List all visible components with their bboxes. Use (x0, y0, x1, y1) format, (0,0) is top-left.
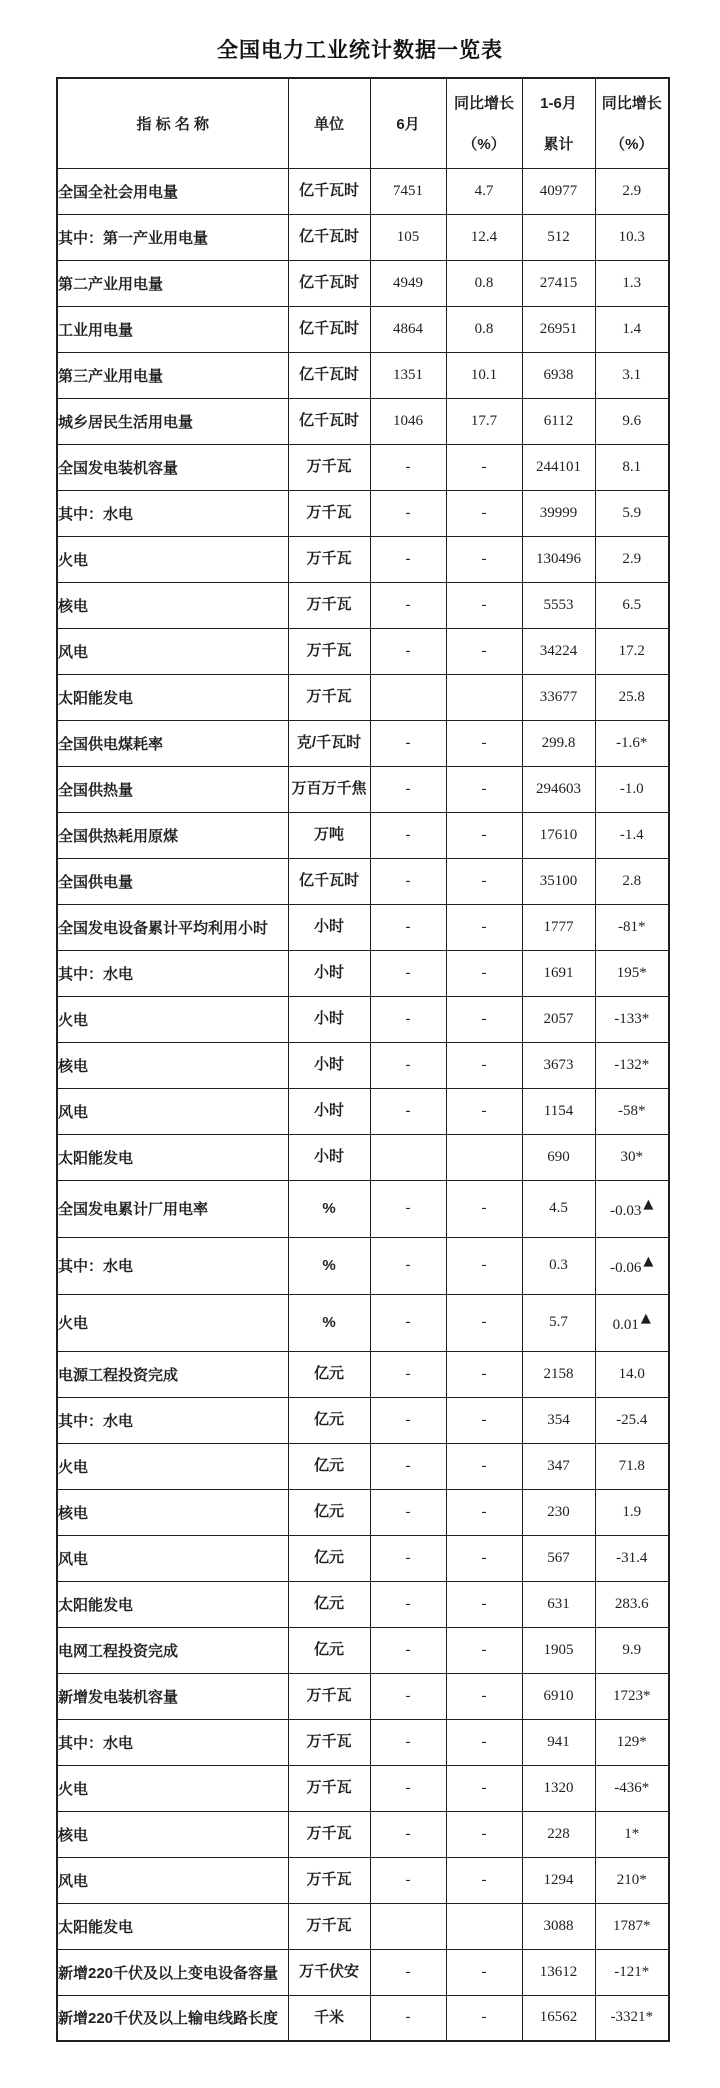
june-value-cell: - (370, 490, 446, 536)
june-value-cell: 4864 (370, 306, 446, 352)
cumulative-value-cell: 941 (522, 1719, 595, 1765)
cumulative-yoy-value-cell: 2.9 (595, 536, 669, 582)
cumulative-yoy-value-cell: 0.01 ▲ (595, 1294, 669, 1351)
unit-cell: 万千瓦 (288, 1765, 370, 1811)
cumulative-value-cell: 1905 (522, 1627, 595, 1673)
cumulative-value-cell: 2057 (522, 996, 595, 1042)
table-row (57, 1535, 669, 1581)
unit-cell: 亿元 (288, 1627, 370, 1673)
june-value-cell: - (370, 1949, 446, 1995)
indicator-cell: 全国供热量 (57, 766, 288, 812)
table-row (57, 536, 669, 582)
unit-cell: 亿千瓦时 (288, 260, 370, 306)
table-row (57, 904, 669, 950)
june-value-cell: - (370, 1811, 446, 1857)
june-value-cell: - (370, 1627, 446, 1673)
table-row (57, 950, 669, 996)
yoy-value-cell: - (446, 1180, 522, 1237)
unit-cell: 亿千瓦时 (288, 352, 370, 398)
june-value-cell (370, 1134, 446, 1180)
cumulative-yoy-value-cell: 9.9 (595, 1627, 669, 1673)
table-row (57, 260, 669, 306)
table-row (57, 214, 669, 260)
cumulative-yoy-value-cell: 5.9 (595, 490, 669, 536)
yoy-value-cell: - (446, 1765, 522, 1811)
unit-cell: 亿千瓦时 (288, 306, 370, 352)
cumulative-yoy-value-cell: -31.4 (595, 1535, 669, 1581)
indicator-cell: 全国供电量 (57, 858, 288, 904)
cumulative-value-cell: 26951 (522, 306, 595, 352)
table-row (57, 1351, 669, 1397)
yoy-value-cell: 0.8 (446, 306, 522, 352)
table-row (57, 1042, 669, 1088)
cumulative-value-cell: 3088 (522, 1903, 595, 1949)
june-value-cell: - (370, 444, 446, 490)
table-row (57, 582, 669, 628)
yoy-value-cell (446, 1903, 522, 1949)
cumulative-yoy-value-cell: 3.1 (595, 352, 669, 398)
yoy-value-cell: - (446, 1581, 522, 1627)
cumulative-value-cell: 294603 (522, 766, 595, 812)
unit-cell: 小时 (288, 1088, 370, 1134)
unit-cell: 万千瓦 (288, 490, 370, 536)
june-value-cell (370, 674, 446, 720)
yoy-value-cell: - (446, 950, 522, 996)
indicator-cell: 风电 (57, 1088, 288, 1134)
cumulative-value-cell: 33677 (522, 674, 595, 720)
indicator-cell: 火电 (57, 996, 288, 1042)
yoy-value-cell: 4.7 (446, 168, 522, 214)
june-value-cell: 1351 (370, 352, 446, 398)
yoy-value-cell: - (446, 1489, 522, 1535)
cumulative-value-cell: 5.7 (522, 1294, 595, 1351)
table-row (57, 1237, 669, 1294)
indicator-cell: 核电 (57, 1042, 288, 1088)
unit-cell: 万百万千焦 (288, 766, 370, 812)
indicator-cell: 其中：水电 (57, 1719, 288, 1765)
june-value-cell: - (370, 1489, 446, 1535)
table-row (57, 766, 669, 812)
yoy-value-cell: - (446, 858, 522, 904)
page-title: 全国电力工业统计数据一览表 (217, 39, 503, 62)
june-value-cell: - (370, 766, 446, 812)
indicator-cell: 太阳能发电 (57, 1903, 288, 1949)
table-row (57, 858, 669, 904)
june-value-cell: - (370, 536, 446, 582)
indicator-cell: 火电 (57, 1765, 288, 1811)
unit-cell: 亿千瓦时 (288, 168, 370, 214)
yoy-value-cell: - (446, 1294, 522, 1351)
indicator-cell: 全国发电累计厂用电率 (57, 1180, 288, 1237)
yoy-value-cell: - (446, 1949, 522, 1995)
cumulative-yoy-value-cell: 1787* (595, 1903, 669, 1949)
june-value-cell: - (370, 582, 446, 628)
yoy-value-cell: - (446, 1351, 522, 1397)
unit-cell: 万千瓦 (288, 1673, 370, 1719)
table-row (57, 1397, 669, 1443)
cumulative-value-cell: 3673 (522, 1042, 595, 1088)
unit-cell: 万千瓦 (288, 628, 370, 674)
june-value-cell: - (370, 1581, 446, 1627)
june-value-cell (370, 1903, 446, 1949)
cumulative-value-cell: 40977 (522, 168, 595, 214)
indicator-cell: 火电 (57, 1294, 288, 1351)
yoy-value-cell: - (446, 1535, 522, 1581)
header-june: 6月 (370, 78, 446, 168)
june-value-cell: - (370, 720, 446, 766)
yoy-value-cell: - (446, 766, 522, 812)
indicator-cell: 太阳能发电 (57, 1134, 288, 1180)
unit-cell: 亿元 (288, 1535, 370, 1581)
cumulative-yoy-value-cell: -1.4 (595, 812, 669, 858)
june-value-cell: - (370, 1042, 446, 1088)
cumulative-value-cell: 5553 (522, 582, 595, 628)
yoy-value-cell (446, 1134, 522, 1180)
indicator-cell: 全国供电煤耗率 (57, 720, 288, 766)
cumulative-yoy-value-cell: 6.5 (595, 582, 669, 628)
indicator-cell: 风电 (57, 1535, 288, 1581)
header-cumulative-yoy-line1: 同比增长 (601, 95, 662, 113)
cumulative-value-cell: 130496 (522, 536, 595, 582)
june-value-cell: - (370, 1765, 446, 1811)
cumulative-value-cell: 2158 (522, 1351, 595, 1397)
june-value-cell: - (370, 1443, 446, 1489)
cumulative-yoy-value-cell: 283.6 (595, 1581, 669, 1627)
june-value-cell: - (370, 1719, 446, 1765)
unit-cell: 万千瓦 (288, 444, 370, 490)
table-row (57, 1857, 669, 1903)
unit-cell: % (288, 1237, 370, 1294)
unit-cell: 小时 (288, 904, 370, 950)
cumulative-yoy-value-cell: 9.6 (595, 398, 669, 444)
unit-cell: 克/千瓦时 (288, 720, 370, 766)
table-row (57, 674, 669, 720)
yoy-value-cell: - (446, 1673, 522, 1719)
june-value-cell: - (370, 1088, 446, 1134)
header-indicator: 指 标 名 称 (57, 78, 288, 168)
yoy-value-cell: - (446, 628, 522, 674)
table-row (57, 1581, 669, 1627)
cumulative-yoy-value-cell: 1.9 (595, 1489, 669, 1535)
indicator-cell: 太阳能发电 (57, 674, 288, 720)
indicator-cell: 其中：水电 (57, 950, 288, 996)
cumulative-yoy-value-cell: -436* (595, 1765, 669, 1811)
yoy-value-cell: - (446, 904, 522, 950)
cumulative-value-cell: 299.8 (522, 720, 595, 766)
june-value-cell: - (370, 1180, 446, 1237)
unit-cell: 亿元 (288, 1489, 370, 1535)
cumulative-value-cell: 230 (522, 1489, 595, 1535)
table-row (57, 306, 669, 352)
cumulative-yoy-value-cell: -0.03 ▲ (595, 1180, 669, 1237)
triangle-up-icon: ▲ (643, 1197, 654, 1212)
header-unit: 单位 (288, 78, 370, 168)
unit-cell: 万千瓦 (288, 1857, 370, 1903)
june-value-cell: 7451 (370, 168, 446, 214)
table-row (57, 352, 669, 398)
cumulative-value-cell: 1777 (522, 904, 595, 950)
cumulative-yoy-value-cell: -121* (595, 1949, 669, 1995)
unit-cell: 万千瓦 (288, 1719, 370, 1765)
cumulative-yoy-value-cell: -132* (595, 1042, 669, 1088)
indicator-cell: 全国全社会用电量 (57, 168, 288, 214)
triangle-up-icon: ▲ (643, 1254, 654, 1269)
indicator-cell: 其中：水电 (57, 1237, 288, 1294)
header-row (57, 78, 669, 168)
yoy-value-cell: 17.7 (446, 398, 522, 444)
yoy-value-cell: 10.1 (446, 352, 522, 398)
unit-cell: % (288, 1180, 370, 1237)
june-value-cell: - (370, 1857, 446, 1903)
table-body (57, 168, 669, 2041)
cumulative-value-cell: 39999 (522, 490, 595, 536)
cumulative-value-cell: 1691 (522, 950, 595, 996)
table-row (57, 812, 669, 858)
unit-cell: 亿元 (288, 1397, 370, 1443)
unit-cell: 万吨 (288, 812, 370, 858)
june-value-cell: - (370, 904, 446, 950)
unit-cell: 小时 (288, 1042, 370, 1088)
table-row (57, 1719, 669, 1765)
cumulative-yoy-value-cell: 1.4 (595, 306, 669, 352)
header-cumulative (522, 78, 595, 168)
june-value-cell: - (370, 1294, 446, 1351)
cumulative-value-cell: 16562 (522, 1995, 595, 2041)
unit-cell: 小时 (288, 996, 370, 1042)
june-value-cell: - (370, 858, 446, 904)
header-yoy-growth (446, 78, 522, 168)
yoy-value-cell: - (446, 490, 522, 536)
cumulative-value-cell: 1294 (522, 1857, 595, 1903)
yoy-value-cell: - (446, 582, 522, 628)
table-row (57, 1294, 669, 1351)
header-yoy-line2: （%） (462, 136, 506, 154)
unit-cell: 亿元 (288, 1351, 370, 1397)
june-value-cell: - (370, 950, 446, 996)
header-cumulative-yoy-growth (595, 78, 669, 168)
cumulative-value-cell: 34224 (522, 628, 595, 674)
indicator-cell: 火电 (57, 536, 288, 582)
june-value-cell: 105 (370, 214, 446, 260)
cumulative-value-cell: 354 (522, 1397, 595, 1443)
yoy-value-cell: - (446, 1042, 522, 1088)
indicator-cell: 太阳能发电 (57, 1581, 288, 1627)
cumulative-yoy-value-cell: 8.1 (595, 444, 669, 490)
june-value-cell: - (370, 812, 446, 858)
june-value-cell: - (370, 1397, 446, 1443)
cumulative-value-cell: 1320 (522, 1765, 595, 1811)
yoy-value-cell: - (446, 1088, 522, 1134)
cumulative-yoy-value-cell: 17.2 (595, 628, 669, 674)
indicator-cell: 电源工程投资完成 (57, 1351, 288, 1397)
cumulative-value-cell: 6910 (522, 1673, 595, 1719)
june-value-cell: - (370, 628, 446, 674)
header-yoy-line1: 同比增长 (453, 95, 514, 113)
indicator-cell: 工业用电量 (57, 306, 288, 352)
indicator-cell: 全国发电设备累计平均利用小时 (57, 904, 288, 950)
cumulative-value-cell: 567 (522, 1535, 595, 1581)
table-row (57, 1765, 669, 1811)
unit-cell: 亿元 (288, 1443, 370, 1489)
june-value-cell: - (370, 1673, 446, 1719)
cumulative-yoy-value-cell: -1.6* (595, 720, 669, 766)
table-row (57, 1088, 669, 1134)
triangle-up-icon: ▲ (640, 1311, 651, 1326)
indicator-cell: 第三产业用电量 (57, 352, 288, 398)
yoy-value-cell: - (446, 1627, 522, 1673)
cumulative-value-cell: 631 (522, 1581, 595, 1627)
unit-cell: 亿千瓦时 (288, 214, 370, 260)
table-row (57, 1627, 669, 1673)
unit-cell: 万千伏安 (288, 1949, 370, 1995)
unit-cell: 亿元 (288, 1581, 370, 1627)
cumulative-yoy-value-cell: -25.4 (595, 1397, 669, 1443)
header-cumulative-yoy-line2: （%） (610, 136, 654, 154)
unit-cell: % (288, 1294, 370, 1351)
table-row (57, 1903, 669, 1949)
table-row (57, 1443, 669, 1489)
cumulative-yoy-value-cell: -3321* (595, 1995, 669, 2041)
cumulative-yoy-value-cell: -133* (595, 996, 669, 1042)
indicator-cell: 核电 (57, 1489, 288, 1535)
cumulative-yoy-value-cell: 1.3 (595, 260, 669, 306)
yoy-value-cell: - (446, 1995, 522, 2041)
yoy-value-cell: - (446, 1719, 522, 1765)
cumulative-value-cell: 27415 (522, 260, 595, 306)
table-row (57, 1811, 669, 1857)
yoy-value-cell: - (446, 996, 522, 1042)
indicator-cell: 核电 (57, 1811, 288, 1857)
cumulative-yoy-value-cell: 195* (595, 950, 669, 996)
june-value-cell: 4949 (370, 260, 446, 306)
table-row (57, 996, 669, 1042)
table-row (57, 1673, 669, 1719)
june-value-cell: - (370, 1351, 446, 1397)
table-row (57, 1949, 669, 1995)
cumulative-value-cell: 6938 (522, 352, 595, 398)
unit-cell: 万千瓦 (288, 1903, 370, 1949)
table-row (57, 1995, 669, 2041)
table-row (57, 490, 669, 536)
yoy-value-cell: 0.8 (446, 260, 522, 306)
table-row (57, 1180, 669, 1237)
cumulative-value-cell: 4.5 (522, 1180, 595, 1237)
indicator-cell: 新增220千伏及以上输电线路长度 (57, 1995, 288, 2041)
cumulative-yoy-value-cell: 71.8 (595, 1443, 669, 1489)
header-cumulative-line2: 累计 (543, 136, 574, 154)
cumulative-yoy-value-cell: -1.0 (595, 766, 669, 812)
cumulative-value-cell: 244101 (522, 444, 595, 490)
june-value-cell: - (370, 1237, 446, 1294)
indicator-cell: 风电 (57, 1857, 288, 1903)
cumulative-value-cell: 512 (522, 214, 595, 260)
table-row (57, 444, 669, 490)
yoy-value-cell: - (446, 1857, 522, 1903)
table-row (57, 1134, 669, 1180)
indicator-cell: 城乡居民生活用电量 (57, 398, 288, 444)
yoy-value-cell: - (446, 812, 522, 858)
yoy-value-cell: - (446, 444, 522, 490)
cumulative-yoy-value-cell: 30* (595, 1134, 669, 1180)
indicator-cell: 全国供热耗用原煤 (57, 812, 288, 858)
unit-cell: 万千瓦 (288, 674, 370, 720)
table-row (57, 628, 669, 674)
cumulative-yoy-value-cell: 25.8 (595, 674, 669, 720)
cumulative-yoy-value-cell: -58* (595, 1088, 669, 1134)
cumulative-value-cell: 0.3 (522, 1237, 595, 1294)
june-value-cell: 1046 (370, 398, 446, 444)
yoy-value-cell (446, 674, 522, 720)
indicator-cell: 新增发电装机容量 (57, 1673, 288, 1719)
table-row (57, 168, 669, 214)
cumulative-value-cell: 13612 (522, 1949, 595, 1995)
cumulative-value-cell: 35100 (522, 858, 595, 904)
june-value-cell: - (370, 996, 446, 1042)
cumulative-yoy-value-cell: -81* (595, 904, 669, 950)
indicator-cell: 第二产业用电量 (57, 260, 288, 306)
unit-cell: 千米 (288, 1995, 370, 2041)
cumulative-value-cell: 1154 (522, 1088, 595, 1134)
june-value-cell: - (370, 1995, 446, 2041)
cumulative-value-cell: 347 (522, 1443, 595, 1489)
indicator-cell: 风电 (57, 628, 288, 674)
cumulative-value-cell: 690 (522, 1134, 595, 1180)
cumulative-yoy-value-cell: 2.8 (595, 858, 669, 904)
indicator-cell: 全国发电装机容量 (57, 444, 288, 490)
header-cumulative-line1: 1-6月 (540, 95, 577, 113)
cumulative-yoy-value-cell: 14.0 (595, 1351, 669, 1397)
cumulative-yoy-value-cell: 2.9 (595, 168, 669, 214)
cumulative-value-cell: 228 (522, 1811, 595, 1857)
yoy-value-cell: - (446, 720, 522, 766)
yoy-value-cell: - (446, 1397, 522, 1443)
cumulative-yoy-value-cell: 10.3 (595, 214, 669, 260)
cumulative-yoy-value-cell: 1723* (595, 1673, 669, 1719)
table-row (57, 1489, 669, 1535)
cumulative-yoy-value-cell: 129* (595, 1719, 669, 1765)
unit-cell: 小时 (288, 950, 370, 996)
yoy-value-cell: - (446, 1443, 522, 1489)
unit-cell: 小时 (288, 1134, 370, 1180)
unit-cell: 万千瓦 (288, 1811, 370, 1857)
indicator-cell: 其中：水电 (57, 490, 288, 536)
indicator-cell: 其中：水电 (57, 1397, 288, 1443)
cumulative-yoy-value-cell: 1* (595, 1811, 669, 1857)
cumulative-value-cell: 6112 (522, 398, 595, 444)
yoy-value-cell: 12.4 (446, 214, 522, 260)
cumulative-value-cell: 17610 (522, 812, 595, 858)
cumulative-yoy-value-cell: -0.06 ▲ (595, 1237, 669, 1294)
unit-cell: 万千瓦 (288, 582, 370, 628)
indicator-cell: 新增220千伏及以上变电设备容量 (57, 1949, 288, 1995)
unit-cell: 亿千瓦时 (288, 398, 370, 444)
indicator-cell: 火电 (57, 1443, 288, 1489)
yoy-value-cell: - (446, 1237, 522, 1294)
statistics-table (56, 77, 670, 2042)
indicator-cell: 核电 (57, 582, 288, 628)
table-row (57, 398, 669, 444)
yoy-value-cell: - (446, 536, 522, 582)
june-value-cell: - (370, 1535, 446, 1581)
indicator-cell: 其中：第一产业用电量 (57, 214, 288, 260)
unit-cell: 亿千瓦时 (288, 858, 370, 904)
yoy-value-cell: - (446, 1811, 522, 1857)
unit-cell: 万千瓦 (288, 536, 370, 582)
indicator-cell: 电网工程投资完成 (57, 1627, 288, 1673)
cumulative-yoy-value-cell: 210* (595, 1857, 669, 1903)
table-row (57, 720, 669, 766)
